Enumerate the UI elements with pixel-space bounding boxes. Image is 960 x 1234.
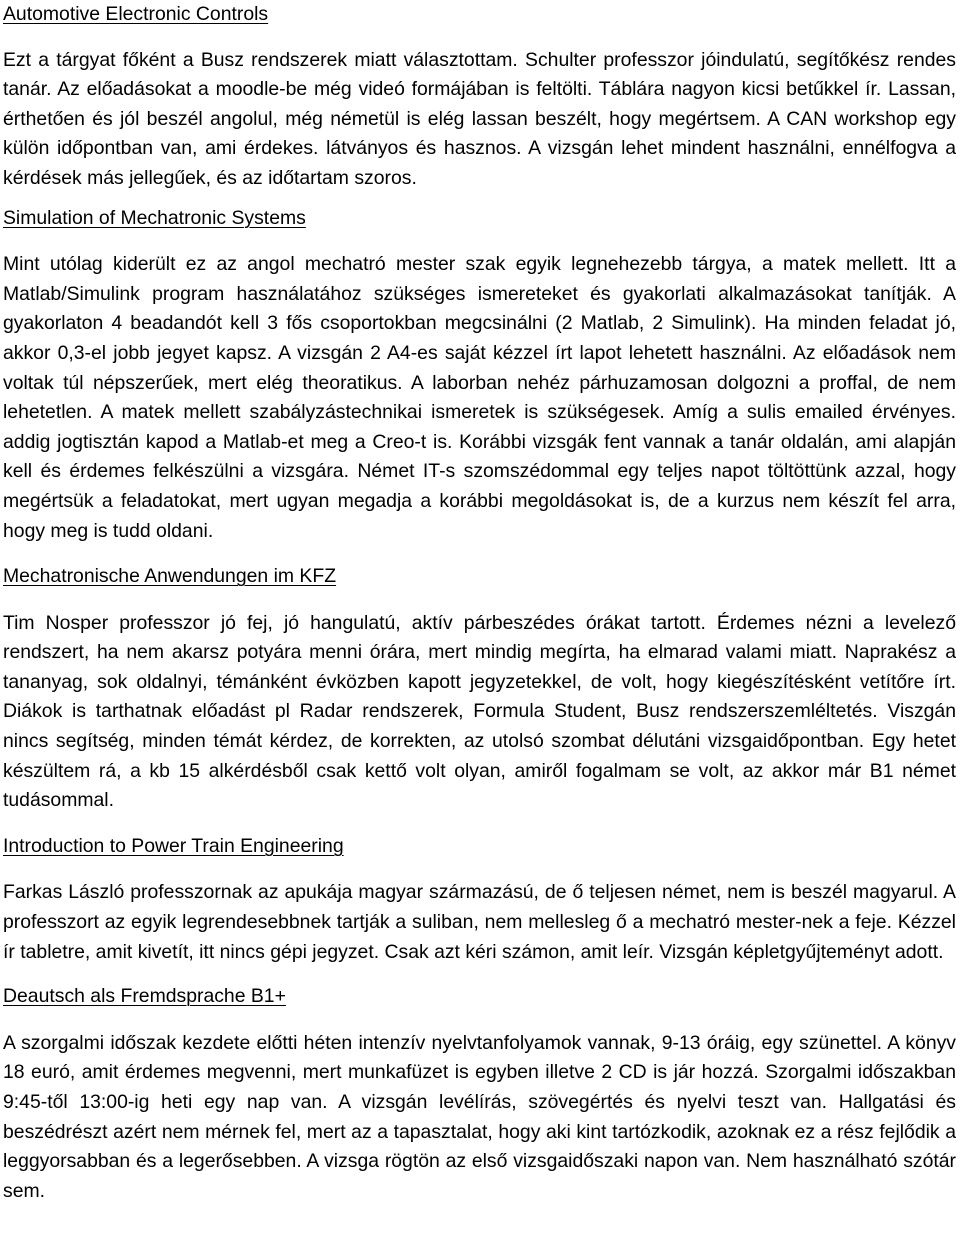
section-title-simulation-of-mechatronic-systems: Simulation of Mechatronic Systems xyxy=(3,206,306,229)
section-title-power-train-engineering: Introduction to Power Train Engineering xyxy=(3,834,344,857)
section-paragraph-mechatronische-anwendungen: Tim Nosper professzor jó fej, jó hangulatú, aktív párbeszédes órákat tartott. Érdemes nézni a levelező rendszert, ha nem akarsz potyára menni órára, mert mindig megírta, ha elmarad valami miatt. Naprakész a tananyag, sok oldalnyi, témánként évközben kapott jegyzetekkel, de volt, hogy kiegészítésként vetítőre írt. Diákok is tarthatnak előadást pl Radar rendszerek, Formula Student, Busz rendszerszemléltetés. Viszgán nincs segítség, minden témát kérdez, de korrekten, az utolsó szombat délutáni vizsgaidőpontban. Egy hetet készültem rá, a kb 15 alkérdésből csak kettő volt olyan, amiről fogalmam se volt, az akkor már B1 német tudásommal. xyxy=(3,611,956,812)
section-paragraph-automotive-electronic-controls: Ezt a tárgyat főként a Busz rendszerek miatt választottam. Schulter professzor jóindulatú, segítőkész rendes tanár. Az előadásokat a moodle-be még videó formájában is feltölti. Táblára nagyon kicsi betűkkel ír. Lassan, érthetően és jól beszél angolul, még németül is elég lassan beszélt, hogy megértsem. A CAN workshop egy külön időpontban van, ami érdekes. látványos és hasznos. A vizsgán lehet mindent használni, ennélfogva a kérdések más jellegűek, és az időtartam szoros. xyxy=(3,48,956,189)
section-paragraph-power-train-engineering: Farkas László professzornak az apukája magyar származású, de ő teljesen német, nem is beszél magyarul. A professzort az egyik legrendesebbnek tartják a suliban, nem mellesleg ő a mechatró mester-nek a feje. Kézzel ír tabletre, amit kivetít, itt nincs gépi jegyzet. Csak azt kéri számon, amit leír. Vizsgán képletgyűjteményt adott. xyxy=(3,881,956,963)
section-title-mechatronische-anwendungen: Mechatronische Anwendungen im KFZ xyxy=(3,565,337,588)
section-paragraph-deutsch-als-fremdsprache: A szorgalmi időszak kezdete előtti héten intenzív nyelvtanfolyamok vannak, 9-13 óráig, egy szünettel. A könyv 18 euró, amit érdemes megvenni, mert munkafüzet is egyben illetve 2 CD is jár hozzá. Szorgalmi időszakban 9:45-től 13:00-ig heti egy nap van. A vizsgán levélírás, szövegértés és nyelvi teszt van. Hallgatási és beszédrészt azért nem mérnek fel, mert az a tapasztalat, hogy aki kint tartózkodik, azoknak ez a rész fejlődik a leggyorsabban és a legerősebben. A vizsga rögtön az első vizsgaidőszaki napon van. Nem használható szótár sem. xyxy=(3,1031,956,1202)
section-title-deutsch-als-fremdsprache: Deautsch als Fremdsprache B1+ xyxy=(3,985,286,1008)
section-title-automotive-electronic-controls: Automotive Electronic Controls xyxy=(3,3,269,25)
section-paragraph-simulation-of-mechatronic-systems: Mint utólag kiderült ez az angol mechatró mester szak egyik legnehezebb tárgya, a matek mellett. Itt a Matlab/Simulink program használatához szükséges ismereteket és gyakorlati alkalmazásokat tanítják. A gyakorlaton 4 beadandót kell 3 fős csoportokban megcsinálni (2 Matlab, 2 Simulink). Ha minden feladat jó, akkor 0,3-el jobb jegyet kapsz. A vizsgán 2 A4-es saját kézzel írt lapot lehetett használni. Az előadások nem voltak túl népszerűek, mert elég theoratikus. A laborban nehéz párhuzamosan dolgozni a proffal, de nem lehetetlen. A matek mellett szabályzástechnikai ismeretek is szükségesek. Amíg a sulis emailed érvényes. addig jogtisztán kapod a Matlab-et meg a Creo-t is. Korábbi vizsgák fent vannak a tanár oldalán, ami alapján kell és érdemes felkészülni a vizsgára. Német IT-s szomszédommal egy teljes napot töltöttünk azzal, hogy megértsük a feladatokat, mert ugyan megadja a korábbi megoldásokat is, de a kurzus nem készít fel arra, hogy meg is tudd oldani. xyxy=(3,253,956,542)
